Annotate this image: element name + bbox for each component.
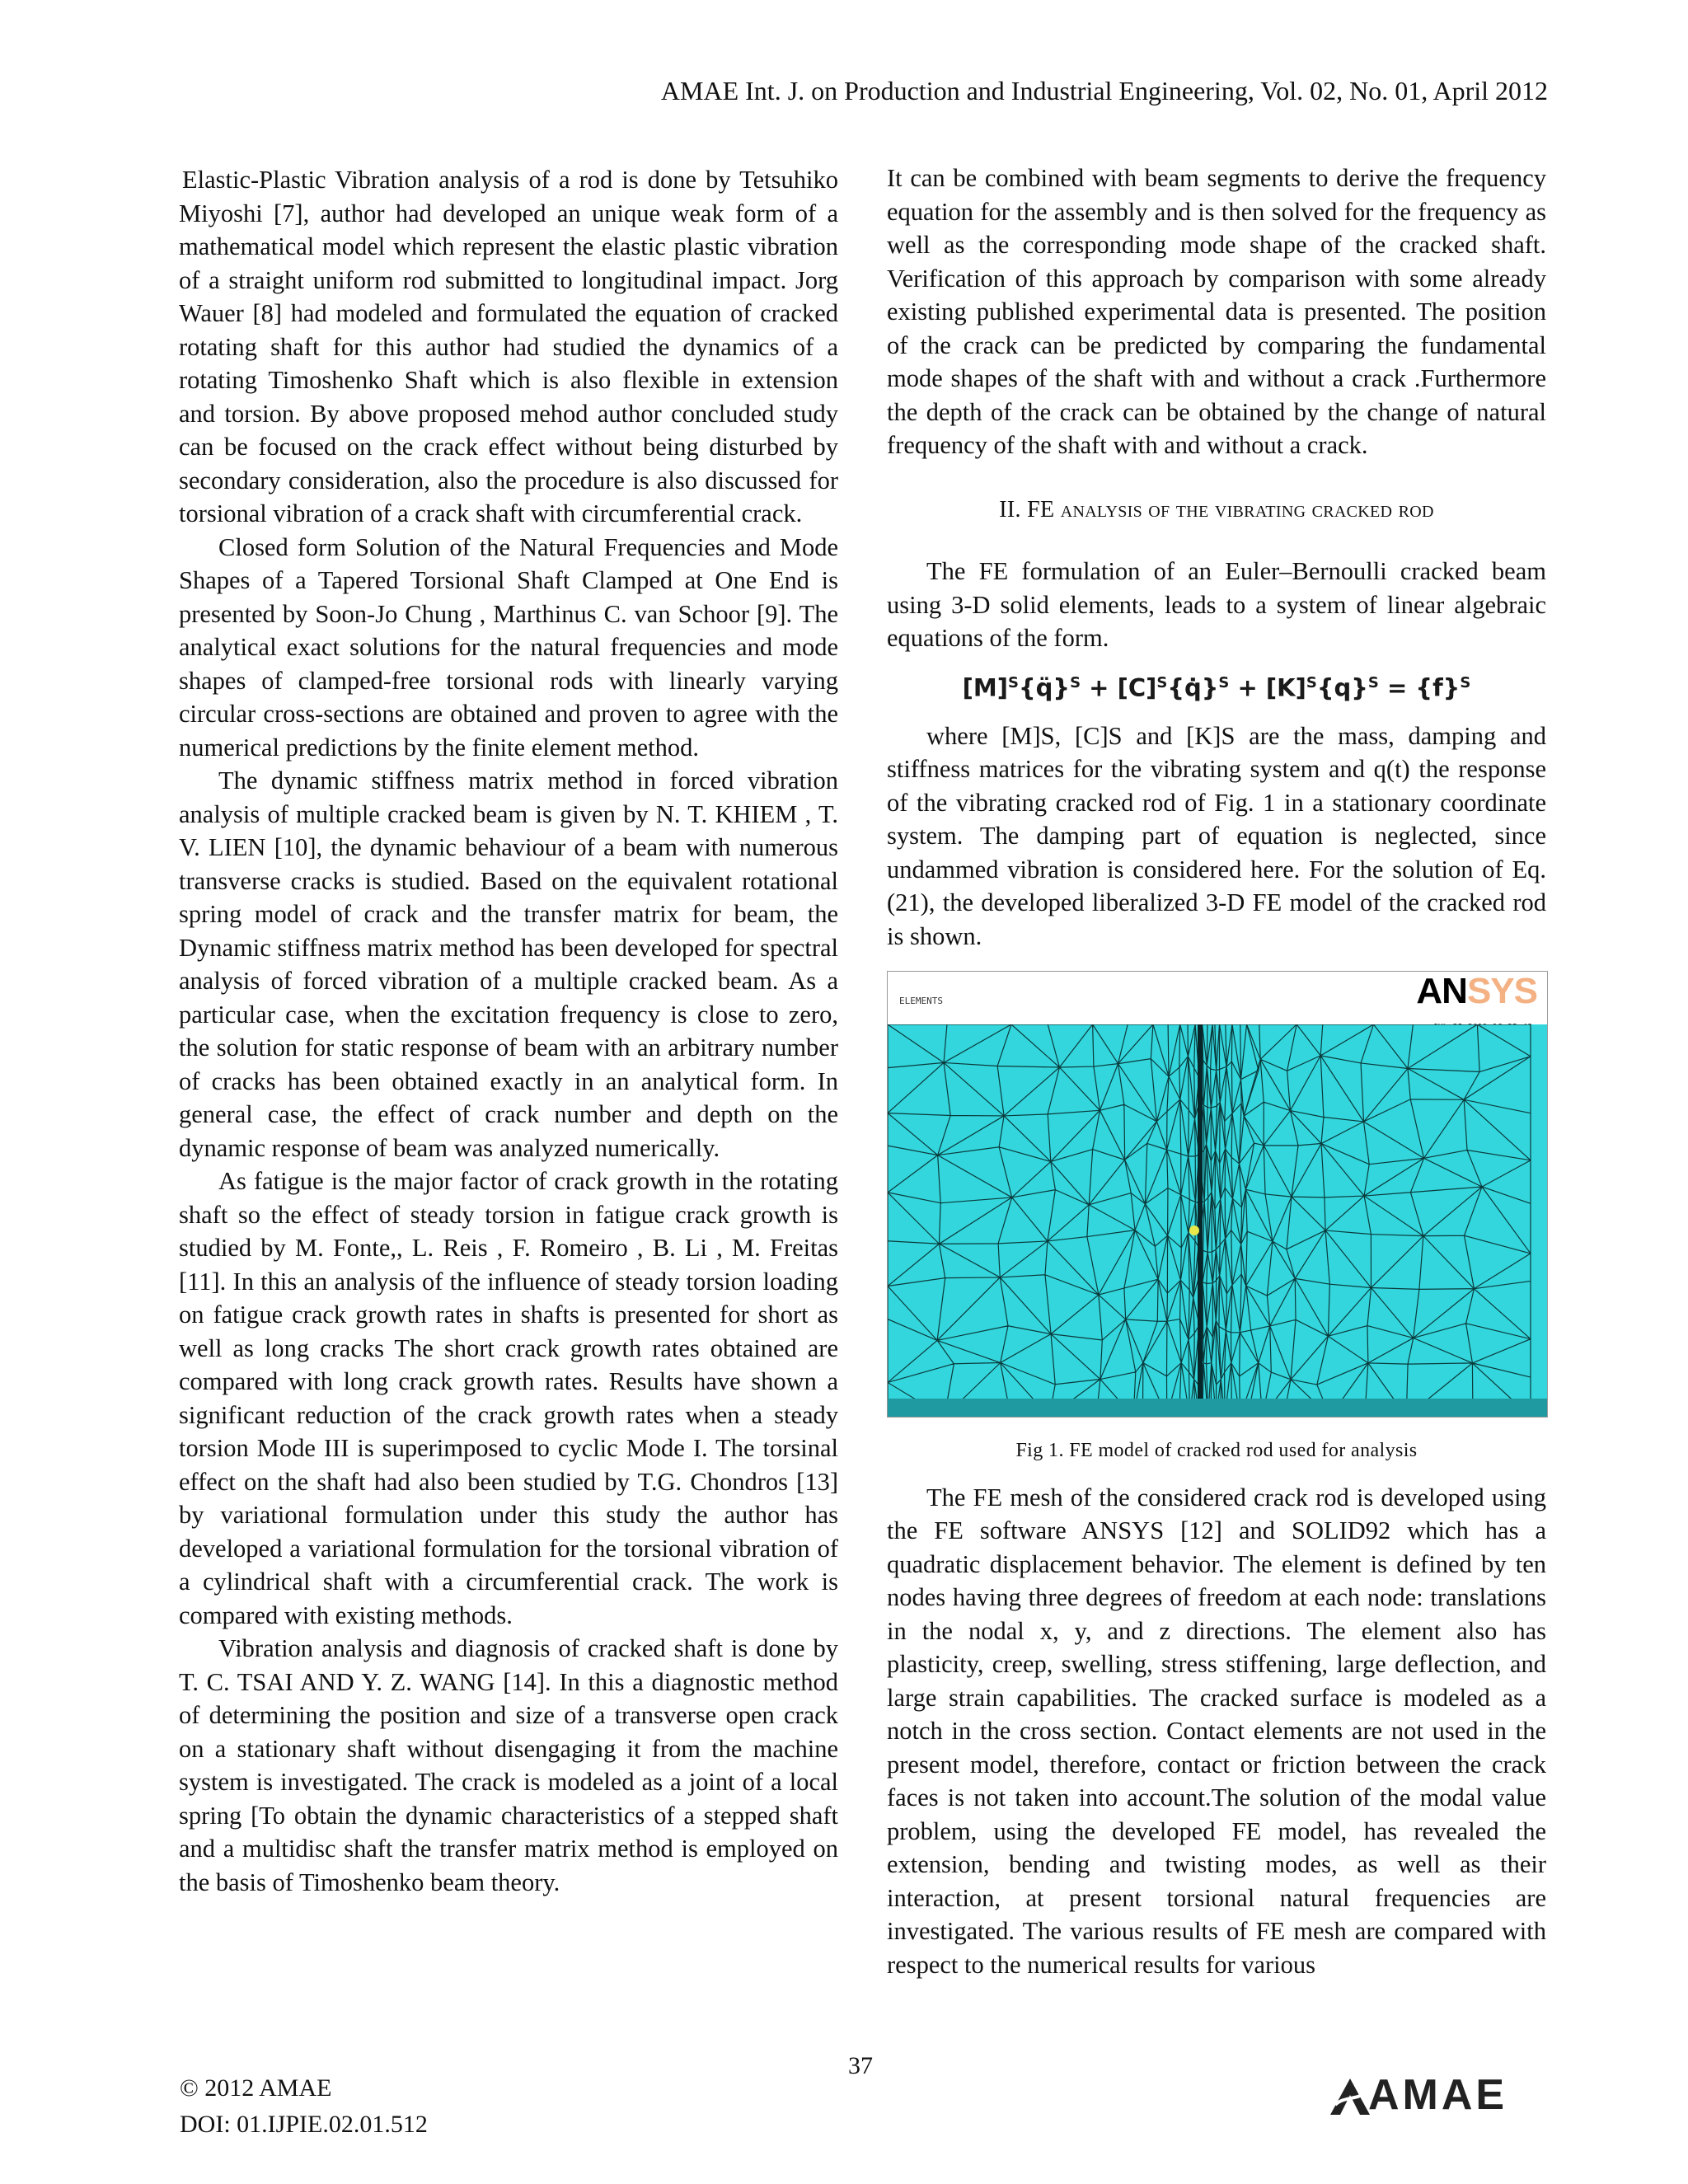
running-header: AMAE Int. J. on Production and Industrial Engineering, Vol. 02, No. 01, April 2012 [660, 76, 1548, 105]
sup-6: S [1367, 673, 1379, 691]
sup-2: S [1070, 673, 1081, 691]
amae-logo [1327, 2069, 1550, 2118]
right-column [887, 162, 1546, 1981]
page-number: 37 [848, 2052, 873, 2079]
paragraph-chung: Closed form Solution of the Natural Frequencies and Mode Shapes of a Tapered Torsional Shaft Clamped at One End is presented by Soon-Jo Chung , Marthinus C. van Schoor [9]. The analytical exact solutions for the natural frequencies and mode shapes of clamped-free torsional rods with linearly varying circular cross-sections are obtained and proven to agree with the numerical predictions by the finite element method. [179, 532, 838, 762]
equals-sign: = [1387, 673, 1408, 702]
equation-of-motion [887, 667, 1546, 705]
copyright-text: © 2012 AMAE [180, 2074, 332, 2102]
plus-1: + [1089, 673, 1109, 702]
sup-3: S [1156, 673, 1168, 691]
footer-info [180, 2070, 428, 2143]
mesh-status-bar [888, 1399, 1547, 1417]
ansys-logo-light: SYS [1466, 971, 1537, 1012]
ansys-logo-dark: AN [1416, 971, 1467, 1012]
ansys-logo [1416, 971, 1537, 1012]
figure-topbar [888, 972, 1547, 1021]
crack-plane [1198, 1024, 1203, 1417]
paragraph-miyoshi: Elastic-Plastic Vibration analysis of a rod is done by Tetsuhiko Miyoshi [7], author had developed an unique weak form of a mathematical model which represent the elastic plastic vibration of a straight uniform rod submitted to longitudinal impact. Jorg Wauer [8] had modeled and formulated the equation of cracked rotating shaft for this author had studied the dynamics of a rotating Timoshenko Shaft which is also flexible in extension and torsion. By above proposed mehod author concluded study can be focused on the crack effect without being disturbed by secondary consideration, also the procedure is also discussed for torsional vibration of a crack shaft with circumferential crack. [179, 166, 838, 527]
displacement-vector: {q} [1316, 673, 1368, 702]
accel-vector: {q̈} [1019, 673, 1071, 702]
doi-text: DOI: 01.IJPIE.02.01.512 [180, 2111, 428, 2138]
mass-matrix: [M] [962, 673, 1009, 702]
left-column [179, 163, 838, 1899]
crack-marker [1189, 1226, 1199, 1235]
fe-mesh-plot [888, 1024, 1547, 1417]
damping-matrix: [C] [1117, 673, 1157, 702]
paragraph-fonte: As fatigue is the major factor of crack growth in the rotating shaft so the effect of steady torsion in fatigue crack growth is studied by M. Fonte,, L. Reis , F. Romeiro , B. Li , M. Freitas [11]. In this an analysis of the influence of steady torsion loading on fatigue crack growth rates in shafts is presented for short as well as long cracks The short crack growth rates obtained are compared with long crack growth rates. Results have shown a significant reduction of the crack growth rates when a steady torsion Mode III is superimposed to cyclic Mode I. The torsinal effect on the shaft had also been studied by T.G. Chondros [13] by variational formulation under this study the author has developed a variational formulation for the torsional vibration of a cylindrical shaft with a circumferential crack. The work is compared with existing methods. [179, 1167, 838, 1629]
sup-5: S [1306, 673, 1317, 691]
figure-caption: Fig 1. FE model of cracked rod used for analysis [1015, 1440, 1418, 1462]
paragraph-tsai: Vibration analysis and diagnosis of cracked shaft is done by T. C. TSAI AND Y. Z. WANG [14]. In this a diagnostic method of determining the position and size of a transverse open crack on a stationary shaft without disengaging it from the machine system is investigated. The crack is modeled as a joint of a local spring [To obtain the dynamic characteristics of a stepped shaft and a multidisc shaft the transfer matrix method is employed on the basis of Timoshenko beam theory. [179, 1634, 838, 1896]
fe-model-figure [887, 971, 1548, 1418]
sup-1: S [1008, 673, 1020, 691]
section-number: II. FE [999, 496, 1055, 523]
paragraph-khiem: The dynamic stiffness matrix method in forced vibration analysis of multiple cracked beam is given by N. T. KHIEM , T. V. LIEN [10], the dynamic behaviour of a beam with numerous transverse cracks is studied. Based on the equivalent rotational spring model of crack and the transfer matrix for beam, the Dynamic stiffness matrix method has been developed for spectral analysis of forced vibration of a multiple cracked beam. As a particular case, when the excitation frequency is close to zero, the solution for static response of beam with an arbitrary number of cracks has been obtained exactly in an analytical form. In general case, the effect of crack number and depth on the dynamic response of beam was analyzed numerically. [179, 766, 838, 1162]
stiffness-matrix: [K] [1265, 673, 1306, 702]
section-title: analysis of the vibrating cracked rod [1060, 496, 1434, 523]
paragraph-fe-mesh: The FE mesh of the considered crack rod is developed using the FE software ANSYS [12] and SOLID92 which has a quadratic displacement behavior. The element is defined by ten nodes having three degrees of freedom at each node: translations in the nodal x, y, and z directions. The element also has plasticity, creep, swelling, stress stiffening, large deflection, and large strain capabilities. The cracked surface is modeled as a notch in the cross section. Contact elements are not used in the present model, therefore, contact or friction between the crack faces is not taken into account.The solution of the modal value problem, using the developed FE model, has revealed the extension, bending and twisting modes, as well as their interaction, at present torsional natural frequencies are investigated. The various results of FE mesh are compared with respect to the numerical results for various [887, 1483, 1546, 1979]
paragraph-fe-formulation: The FE formulation of an Euler–Bernoulli cracked beam using 3-D solid elements, leads to a system of linear algebraic equations of the form. [887, 557, 1546, 652]
amae-logo-text: AMAE [1368, 2071, 1508, 2119]
paragraph-continued: It can be combined with beam segments to derive the frequency equation for the assembly and is then solved for the frequency as well as the corresponding mode shape of the cracked shaft. Verification of this approach by comparison with some already existing published experimental data is presented. The position of the crack can be predicted by comparing the fundamental mode shapes of the shaft with and without a crack .Furthermore the depth of the crack can be obtained by the change of natural frequency of the shaft with and without a crack. [887, 164, 1546, 459]
plus-2: + [1237, 673, 1258, 702]
velocity-vector: {q̇} [1167, 673, 1219, 702]
figure-tag: ELEMENTS [899, 996, 943, 1007]
paragraph-where: where [M]S, [C]S and [K]S are the mass, damping and stiffness matrices for the vibrating system and q(t) the response of the vibrating cracked rod of Fig. 1 in a stationary coordinate system. The damping part of equation is neglected, since undammed vibration is considered here. For the solution of Eq. (21), the developed liberalized 3-D FE model of the cracked rod is shown. [887, 721, 1546, 950]
force-vector: {f} [1415, 673, 1461, 702]
section-heading [887, 494, 1546, 527]
sup-7: S [1460, 673, 1471, 691]
sup-4: S [1218, 673, 1230, 691]
